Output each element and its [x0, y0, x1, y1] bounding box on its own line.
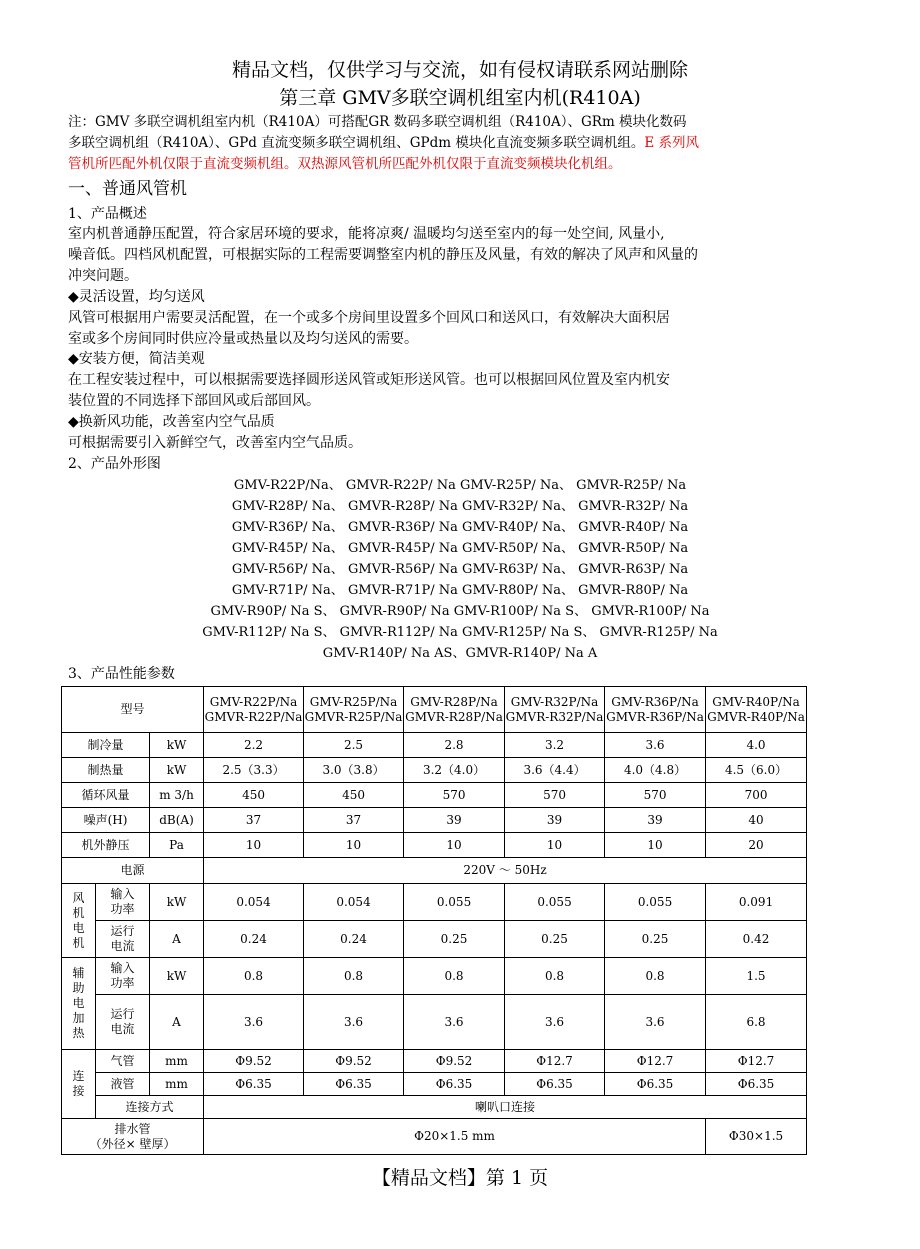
spec-table: [61, 686, 807, 1155]
row-unit: dB(A): [150, 808, 204, 833]
cell: 570: [605, 783, 706, 808]
watermark-heading: 精品文档，仅供学习与交流，如有侵权请联系网站删除: [231, 59, 688, 81]
row-label: 液管: [96, 1073, 150, 1096]
feature-line: 装位置的不同选择下部回风或后部回风。: [68, 393, 320, 409]
table-row-fan-current: [62, 921, 807, 958]
row-label: 电源: [62, 858, 204, 884]
cell: 450: [204, 783, 304, 808]
cell: 3.6: [304, 995, 404, 1050]
cell: 3.6（4.4）: [505, 758, 605, 783]
cell: 10: [505, 833, 605, 858]
model-line: GMV-R140P/ Na AS、GMVR-R140P/ Na A: [322, 646, 598, 661]
cell: 0.25: [505, 921, 605, 958]
table-row-drain: [62, 1119, 807, 1155]
table-row-fan-input: [62, 884, 807, 921]
cell: Φ6.35: [404, 1073, 505, 1096]
cell: 3.2: [505, 733, 605, 758]
model-line: GMV-R28P/ Na、 GMVR-R28P/ Na GMV-R32P/ Na、 GMVR-R32P/ Na: [231, 499, 689, 514]
cell: 39: [505, 808, 605, 833]
table-row-heater-input: [62, 958, 807, 995]
note-line-1: 注：GMV 多联空调机组室内机（R410A）可搭配GR 数码多联空调机组（R410A）、GRm 模块化数码: [68, 114, 687, 130]
table-row-power: [62, 858, 807, 884]
feature-title-install: ◆安装方便，简洁美观: [68, 351, 205, 367]
model-line: GMV-R22P/Na、 GMVR-R22P/ Na GMV-R25P/ Na、 GMVR-R25P/ Na: [233, 478, 687, 493]
model-label-cell: 型号: [62, 687, 204, 733]
model-line: GMV-R56P/ Na、 GMVR-R56P/ Na GMV-R63P/ Na、 GMVR-R63P/ Na: [231, 562, 689, 577]
page-footer: 【精品文档】第 1 页: [371, 1167, 549, 1189]
cell: 0.24: [304, 921, 404, 958]
cell: 2.5（3.3）: [204, 758, 304, 783]
model-cell: GMV-R40P/Na GMVR-R40P/Na: [706, 687, 807, 733]
row-label: 排水管 （外径× 壁厚）: [62, 1119, 204, 1155]
row-label: 气管: [96, 1050, 150, 1073]
row-unit: kW: [150, 733, 204, 758]
feature-title-flexible: ◆灵活设置，均匀送风: [68, 289, 205, 305]
cell: 4.0（4.8）: [605, 758, 706, 783]
overview-line: 噪音低。四档风机配置，可根据实际的工程需要调整室内机的静压及风量，有效的解决了风声和风量的: [68, 247, 698, 263]
row-label: 噪声(H): [62, 808, 150, 833]
cell: 0.054: [304, 884, 404, 921]
overview-line: 室内机普通静压配置，符合家居环境的要求，能将凉爽/ 温暖均匀送至室内的每一处空间, 风量小,: [68, 226, 665, 242]
row-unit: kW: [150, 758, 204, 783]
note-line-2-red: E 系列风: [644, 135, 699, 151]
model-line: GMV-R90P/ Na S、 GMVR-R90P/ Na GMV-R100P/ Na S、 GMVR-R100P/ Na: [210, 604, 710, 619]
table-row: [62, 733, 807, 758]
model-line: GMV-R45P/ Na、 GMVR-R45P/ Na GMV-R50P/ Na、 GMVR-R50P/ Na: [231, 541, 689, 556]
cell: 3.2（4.0）: [404, 758, 505, 783]
cell: Φ12.7: [605, 1050, 706, 1073]
cell: 0.25: [605, 921, 706, 958]
row-unit: m 3/h: [150, 783, 204, 808]
group-label-aux-heater: 辅 助 电 加 热: [62, 958, 96, 1050]
cell: 39: [404, 808, 505, 833]
overview-line: 冲突问题。: [68, 268, 138, 284]
table-row-liquid-pipe: [62, 1073, 807, 1096]
cell: 3.0（3.8）: [304, 758, 404, 783]
overview-heading: 1、产品概述: [68, 206, 147, 222]
feature-line: 室或多个房间同时供应冷量或热量以及均匀送风的需要。: [68, 331, 418, 347]
model-line: GMV-R71P/ Na、 GMVR-R71P/ Na GMV-R80P/ Na、 GMVR-R80P/ Na: [231, 583, 689, 598]
table-row: [62, 758, 807, 783]
cell: Φ6.35: [706, 1073, 807, 1096]
cell: 0.8: [404, 958, 505, 995]
cell: 700: [706, 783, 807, 808]
feature-line: 在工程安装过程中，可以根据需要选择圆形送风管或矩形送风管。也可以根据回风位置及室内机安: [68, 372, 670, 388]
cell: 39: [605, 808, 706, 833]
row-unit: Pa: [150, 833, 204, 858]
model-line: GMV-R36P/ Na、 GMVR-R36P/ Na GMV-R40P/ Na、 GMVR-R40P/ Na: [231, 520, 689, 535]
row-unit: kW: [150, 958, 204, 995]
cell: Φ6.35: [505, 1073, 605, 1096]
cell: 3.6: [605, 995, 706, 1050]
cell: 10: [204, 833, 304, 858]
cell: 20: [706, 833, 807, 858]
row-label: 循环风量: [62, 783, 150, 808]
cell: 37: [204, 808, 304, 833]
table-row: [62, 833, 807, 858]
feature-line: 风管可根据用户需要灵活配置，在一个或多个房间里设置多个回风口和送风口，有效解决大面积居: [68, 310, 670, 326]
chapter-title: 第三章 GMV多联空调机组室内机(R410A): [279, 87, 641, 109]
row-unit: mm: [150, 1050, 204, 1073]
cell: 37: [304, 808, 404, 833]
cell: 0.25: [404, 921, 505, 958]
row-label: 制热量: [62, 758, 150, 783]
cell: Φ9.52: [204, 1050, 304, 1073]
model-cell: GMV-R28P/Na GMVR-R28P/Na: [404, 687, 505, 733]
table-row-connection-method: [62, 1096, 807, 1119]
cell: Φ12.7: [505, 1050, 605, 1073]
cell: 0.054: [204, 884, 304, 921]
row-label: 机外静压: [62, 833, 150, 858]
model-cell: GMV-R32P/Na GMVR-R32P/Na: [505, 687, 605, 733]
table-row-gas-pipe: [62, 1050, 807, 1073]
table-row: [62, 808, 807, 833]
params-heading: 3、产品性能参数: [68, 666, 175, 682]
cell: 喇叭口连接: [204, 1096, 807, 1119]
cell: 3.6: [505, 995, 605, 1050]
group-label-connection: 连 接: [62, 1050, 96, 1119]
cell: 4.5（6.0）: [706, 758, 807, 783]
cell: Φ30×1.5: [706, 1119, 807, 1155]
cell: 2.8: [404, 733, 505, 758]
cell: 0.8: [605, 958, 706, 995]
table-row: [62, 783, 807, 808]
cell: 3.6: [605, 733, 706, 758]
cell: Φ9.52: [404, 1050, 505, 1073]
cell: 570: [505, 783, 605, 808]
cell: 0.8: [505, 958, 605, 995]
cell: 10: [304, 833, 404, 858]
note-line-2-black: 多联空调机组（R410A）、GPd 直流变频多联空调机组、GPdm 模块化直流变频多联空调机组。: [68, 135, 645, 151]
cell: 0.8: [204, 958, 304, 995]
cell: 10: [404, 833, 505, 858]
cell: 220V ～ 50Hz: [204, 858, 807, 884]
note-line-3: 管机所匹配外机仅限于直流变频机组。双热源风管机所匹配外机仅限于直流变频模块化机组。: [68, 156, 622, 172]
model-cell: GMV-R22P/Na GMVR-R22P/Na: [204, 687, 304, 733]
row-unit: mm: [150, 1073, 204, 1096]
cell: 0.24: [204, 921, 304, 958]
cell: 2.2: [204, 733, 304, 758]
row-label: 运行 电流: [96, 921, 150, 958]
model-cell: GMV-R25P/Na GMVR-R25P/Na: [304, 687, 404, 733]
cell: 0.091: [706, 884, 807, 921]
cell: 450: [304, 783, 404, 808]
appearance-heading: 2、产品外形图: [68, 456, 161, 472]
cell: 4.0: [706, 733, 807, 758]
cell: 1.5: [706, 958, 807, 995]
cell: 2.5: [304, 733, 404, 758]
cell: 0.42: [706, 921, 807, 958]
table-row-model: [62, 687, 807, 733]
row-label: 运行 电流: [96, 995, 150, 1050]
cell: 570: [404, 783, 505, 808]
table-row-heater-current: [62, 995, 807, 1050]
cell: 0.055: [605, 884, 706, 921]
row-label: 输入 功率: [96, 958, 150, 995]
row-label: 输入 功率: [96, 884, 150, 921]
cell: Φ6.35: [605, 1073, 706, 1096]
cell: Φ20×1.5 mm: [204, 1119, 706, 1155]
cell: 3.6: [404, 995, 505, 1050]
cell: 10: [605, 833, 706, 858]
row-unit: A: [150, 921, 204, 958]
cell: 0.055: [404, 884, 505, 921]
cell: Φ6.35: [304, 1073, 404, 1096]
cell: 6.8: [706, 995, 807, 1050]
cell: Φ9.52: [304, 1050, 404, 1073]
cell: 40: [706, 808, 807, 833]
cell: 0.8: [304, 958, 404, 995]
cell: Φ6.35: [204, 1073, 304, 1096]
cell: 3.6: [204, 995, 304, 1050]
note-line-2: [68, 133, 808, 153]
cell: Φ12.7: [706, 1050, 807, 1073]
feature-title-fresh-air: ◆换新风功能，改善室内空气品质: [68, 414, 275, 430]
row-label: 连接方式: [96, 1096, 204, 1119]
cell: 0.055: [505, 884, 605, 921]
model-cell: GMV-R36P/Na GMVR-R36P/Na: [605, 687, 706, 733]
model-line: GMV-R112P/ Na S、 GMVR-R112P/ Na GMV-R125P/ Na S、 GMVR-R125P/ Na: [202, 625, 718, 640]
feature-line: 可根据需要引入新鲜空气，改善室内空气品质。: [68, 435, 362, 451]
row-unit: kW: [150, 884, 204, 921]
row-unit: A: [150, 995, 204, 1050]
section-title: 一、普通风管机: [68, 179, 187, 199]
group-label-fan-motor: 风 机 电 机: [62, 884, 96, 958]
row-label: 制冷量: [62, 733, 150, 758]
